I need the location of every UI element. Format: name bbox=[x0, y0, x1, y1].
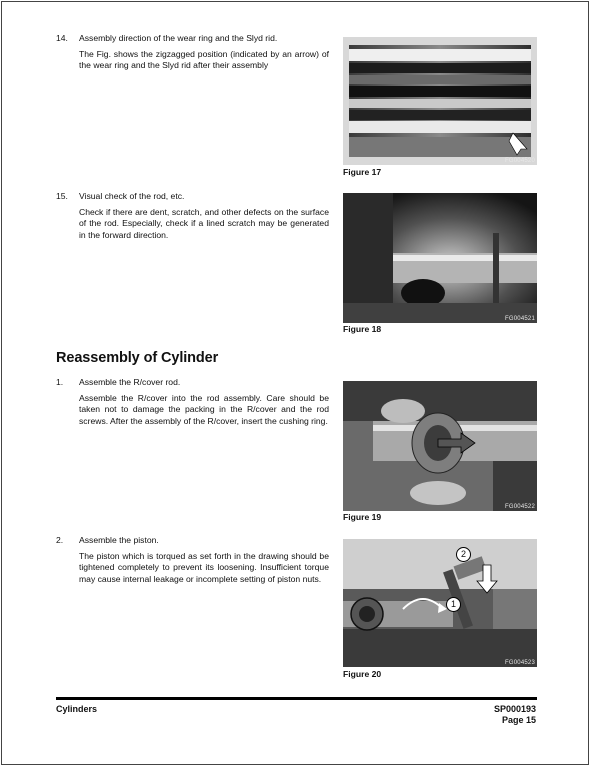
callout-2-marker: 2 bbox=[456, 547, 471, 562]
step-14-number: 14. bbox=[56, 33, 68, 43]
step-14-body: The Fig. shows the zigzagged position (indicated by an arrow) of the wear ring and the Slyd rid after their assembly bbox=[79, 49, 329, 71]
figure-18-photo bbox=[343, 193, 537, 323]
reassembly-step-2-title: Assemble the piston. bbox=[79, 535, 159, 545]
step-15-body: Check if there are dent, scratch, and other defects on the surface of the rod. Especially, check if a lined scratch may be generated in the forward direction. bbox=[79, 207, 329, 240]
footer-page-info bbox=[494, 704, 536, 726]
footer-section-title: Cylinders bbox=[56, 704, 98, 714]
reassembly-step-2-body: The piston which is torqued as set forth in the drawing should be tightened completely to prevent its loosening. Insufficient torque may cause internal leakage or incomplete setting of piston nuts. bbox=[79, 551, 329, 584]
figure-19-code: FG004522 bbox=[505, 504, 535, 510]
figure-20-photo bbox=[343, 539, 537, 667]
footer-page-number: Page 15 bbox=[501, 715, 536, 725]
figure-20-code: FG004523 bbox=[505, 660, 535, 666]
figure-17-caption: Figure 17 bbox=[343, 167, 382, 177]
footer-doc-code: SP000193 bbox=[493, 704, 536, 714]
figure-20-caption: Figure 20 bbox=[343, 669, 382, 679]
figure-19-caption: Figure 19 bbox=[343, 512, 382, 522]
figure-17-code: FG004520 bbox=[505, 158, 535, 164]
reassembly-step-1-body: Assemble the R/cover into the rod assembly. Care should be taken not to damage the packing in the R/cover and the rod screws. After the assembly of the R/cover, insert the cushing ring. bbox=[79, 393, 329, 426]
reassembly-step-1-title: Assemble the R/cover rod. bbox=[79, 377, 181, 387]
figure-19-photo bbox=[343, 381, 537, 511]
step-14-title: Assembly direction of the wear ring and the Slyd rid. bbox=[79, 33, 278, 43]
reassembly-step-2-number: 2. bbox=[56, 535, 64, 545]
step-15-number: 15. bbox=[56, 191, 68, 201]
step-15-title: Visual check of the rod, etc. bbox=[79, 191, 185, 201]
reassembly-step-1-number: 1. bbox=[56, 377, 64, 387]
callout-1-marker: 1 bbox=[446, 597, 461, 612]
figure-18-caption: Figure 18 bbox=[343, 324, 382, 334]
figure-18-code: FG004521 bbox=[505, 316, 535, 322]
figure-17-photo bbox=[343, 37, 537, 165]
section-heading: Reassembly of Cylinder bbox=[56, 350, 219, 366]
footer-rule bbox=[56, 697, 537, 700]
